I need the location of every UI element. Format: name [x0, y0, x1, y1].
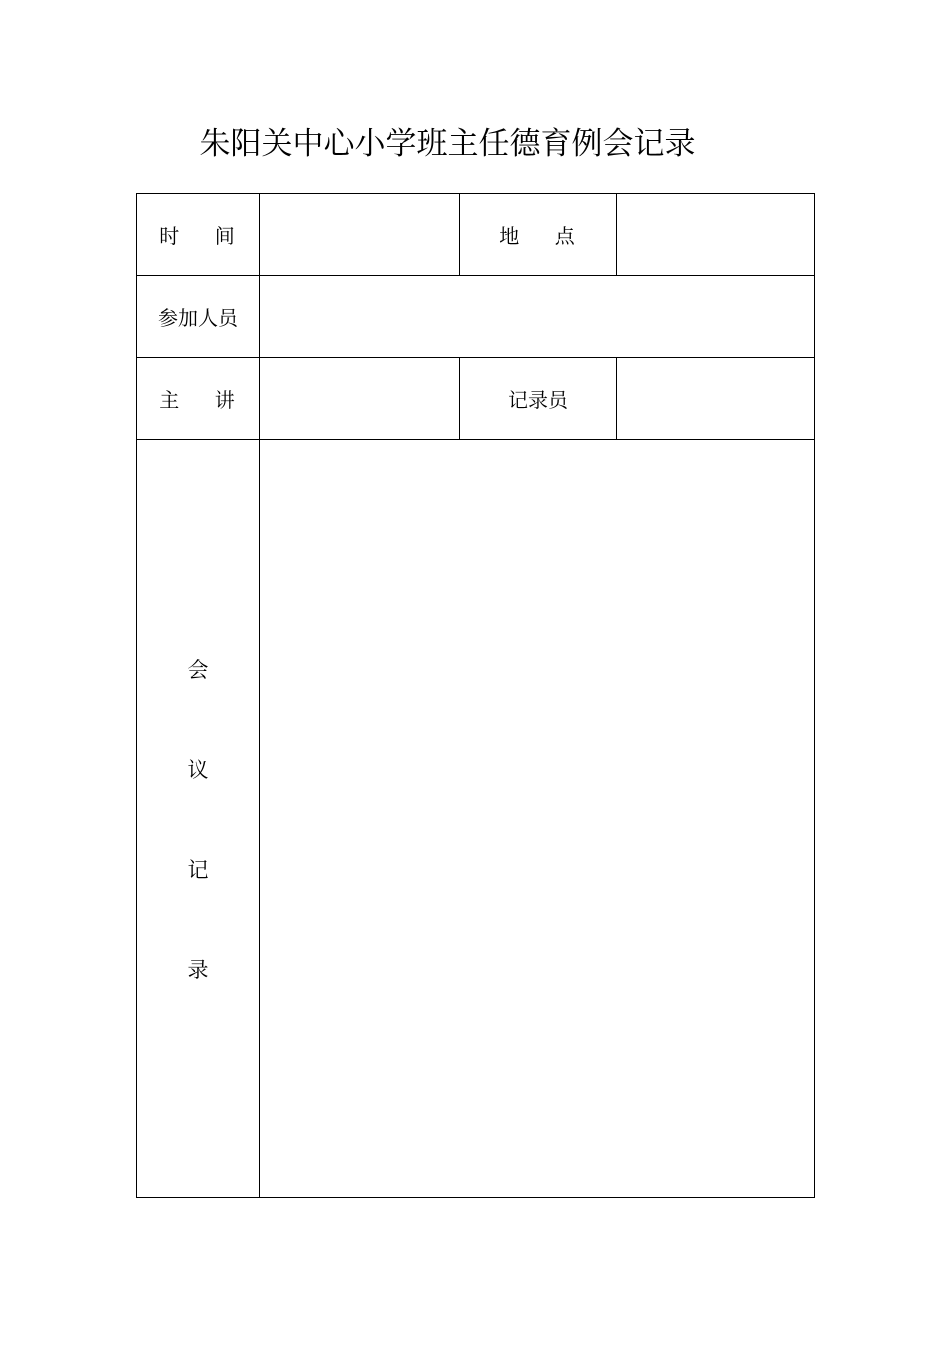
notes-label-cell: [137, 440, 260, 1198]
recorder-label-cell: [460, 358, 617, 440]
recorder-field[interactable]: [617, 358, 815, 440]
page-title: 朱阳关中心小学班主任德育例会记录: [199, 126, 696, 162]
place-field[interactable]: [617, 194, 815, 276]
speaker-field[interactable]: [260, 358, 460, 440]
speaker-label: 主 讲: [159, 388, 237, 412]
attendees-field[interactable]: [260, 276, 815, 358]
time-label-cell: [137, 194, 260, 276]
notes-label-char: 会: [187, 658, 209, 682]
place-label: 地 点: [499, 224, 577, 248]
attendees-label: 参加人员: [158, 306, 238, 330]
time-label: 时 间: [159, 224, 237, 248]
notes-label-char: 录: [187, 958, 209, 982]
meeting-record-form: [136, 193, 815, 1198]
speaker-label-cell: [137, 358, 260, 440]
place-label-cell: [460, 194, 617, 276]
time-field[interactable]: [260, 194, 460, 276]
notes-field[interactable]: [260, 440, 815, 1198]
form-row-attendees: [137, 276, 815, 358]
form-row-time-place: [137, 194, 815, 276]
recorder-label: 记录员: [508, 388, 568, 412]
notes-label-char: 议: [187, 758, 209, 782]
notes-label-char: 记: [187, 858, 209, 882]
form-row-notes: [137, 440, 815, 1198]
form-row-speaker-recorder: [137, 358, 815, 440]
notes-label-vertical: [137, 640, 259, 1040]
attendees-label-cell: [137, 276, 260, 358]
